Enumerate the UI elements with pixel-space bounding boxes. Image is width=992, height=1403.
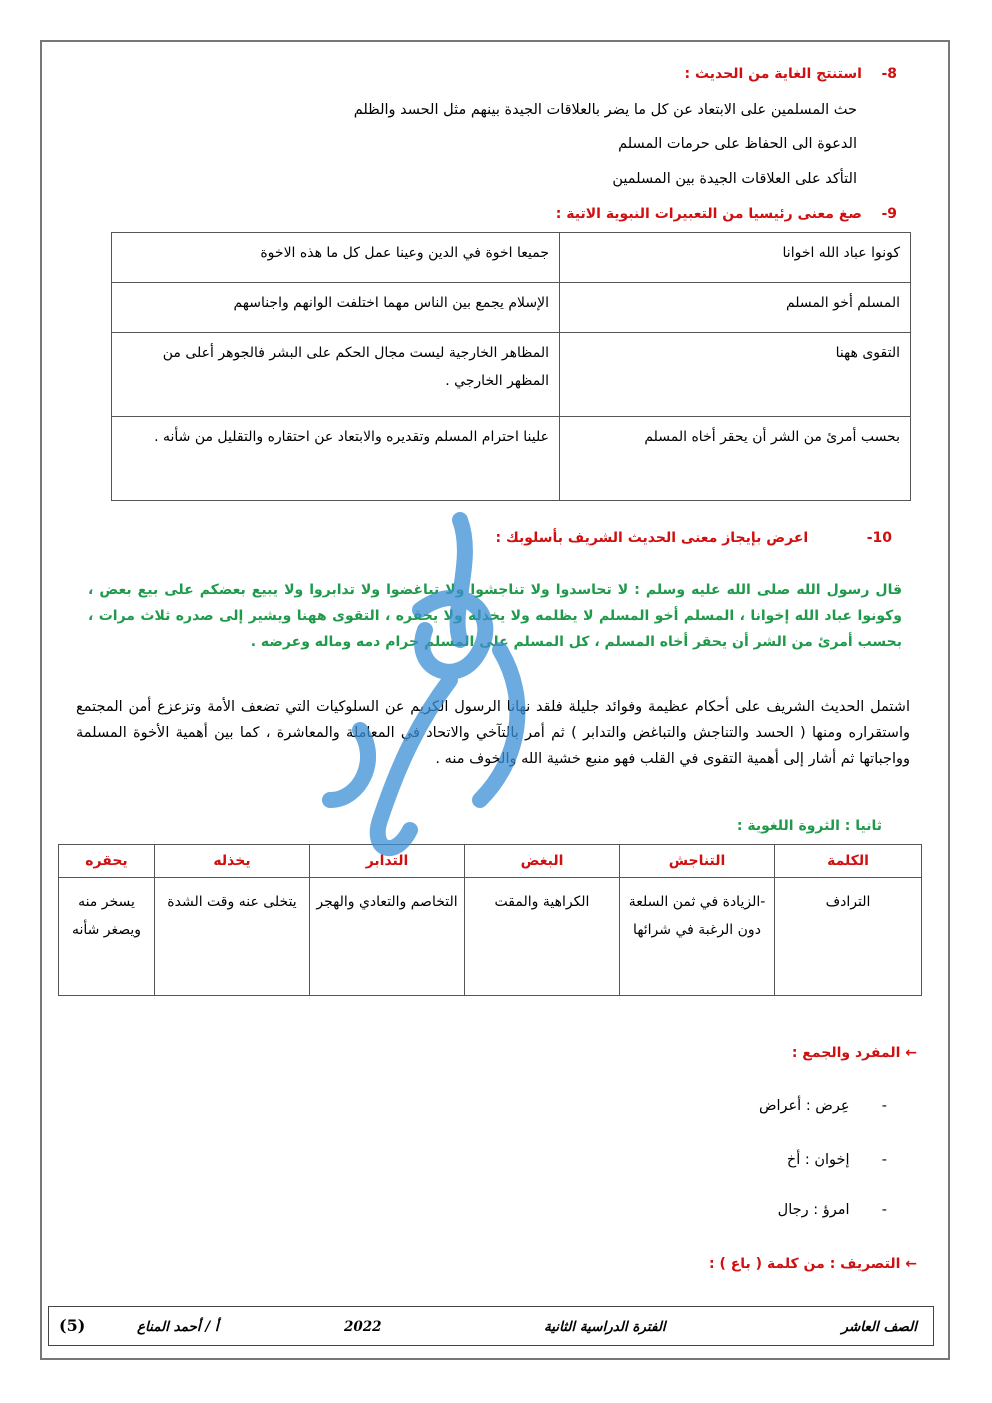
table-cell: الكراهية والمقت [465, 878, 620, 996]
table-cell: -الزيادة في ثمن السلعة دون الرغبة في شرائها [620, 878, 775, 996]
page-footer [48, 1306, 934, 1346]
header-cell: التدابر [310, 845, 465, 878]
meaning-cell: المظاهر الخارجية ليست مجال الحكم على البشر فالجوهر أعلى من المظهر الخارجي . [112, 333, 560, 417]
morphology-title: التصريف : من كلمة ( باع ) : [708, 1256, 901, 1272]
q9-number: 9- [881, 206, 897, 222]
singular-plural-heading [792, 1045, 917, 1061]
list-bullet: - [881, 1152, 887, 1168]
list-item [787, 1152, 887, 1168]
table-row [59, 878, 922, 996]
phrase-cell: التقوى ههنا [560, 333, 911, 417]
page-number: (5) [59, 1316, 86, 1335]
header-cell: التناجش [620, 845, 775, 878]
arrow-icon: ← [905, 1256, 917, 1272]
q10-heading [496, 530, 893, 546]
table-cell: الترادف [775, 878, 922, 996]
phrase-cell: كونوا عباد الله اخوانا [560, 233, 911, 283]
header-cell: يحقره [59, 845, 155, 878]
table-row [112, 283, 911, 333]
list-text: امرؤ : رجال [777, 1202, 850, 1218]
q8-line-3: التأكد على العلاقات الجيدة بين المسلمين [612, 171, 857, 187]
list-bullet: - [881, 1098, 887, 1114]
q9-title: صغ معنى رئيسيا من التعبيرات النبوية الاتية : [555, 206, 862, 222]
header-cell: البغض [465, 845, 620, 878]
q8-line-1: حث المسلمين على الابتعاد عن كل ما يضر بالعلاقات الجيدة بينهم مثل الحسد والظلم [353, 102, 857, 118]
list-item [759, 1098, 887, 1114]
table-header-row [59, 845, 922, 878]
meaning-cell: علينا احترام المسلم وتقديره والابتعاد عن احتقاره والتقليل من شأنه . [112, 417, 560, 501]
phrase-cell: بحسب أمرئ من الشر أن يحقر أخاه المسلم [560, 417, 911, 501]
hadith-text: قال رسول الله صلى الله عليه وسلم : لا تحاسدوا ولا تناجشوا ولا تباغضوا ولا تدابروا ولا يبيع بعضكم على بيع بعض ، وكونوا عباد الله إخوانا ، المسلم أخو المسلم لا يظلمه ولا يخذله ولا يحقره ، التقوى ههنا ويشير إلى صدره ثلاث مرات ، بحسب أمرئ من الشر أن يحقر أخاه المسلم ، كل المسلم على المسلم حرام دمه وماله وعرضه . [88, 582, 902, 650]
q9-heading [556, 206, 897, 222]
table-cell: يتخلى عنه وقت الشدة [155, 878, 310, 996]
arrow-icon: ← [905, 1045, 917, 1061]
footer-year: 2022 [344, 1319, 382, 1335]
table-row [112, 233, 911, 283]
expressions-table [111, 232, 911, 501]
table-cell: يسخر منه ويصغر شأنه [59, 878, 155, 996]
list-item [778, 1202, 887, 1218]
header-cell: يخذله [155, 845, 310, 878]
hadith-explanation: اشتمل الحديث الشريف على أحكام عظيمة وفوائد جليلة فلقد نهانا الرسول الكريم عن السلوكيات التي تضعف الأمة وتزعزع أمن المجتمع واستقراره ومنها ( الحسد والتناجش والتباغض والتدابر ) ثم أمر بالتآخي والاتحاد في المعاملة والمعاشرة ، كما بين أهمية الأخوة المسلمة وواجباتها ثم أشار إلى أهمية التقوى في القلب فهو منبع خشية الله والخوف منه . [76, 699, 910, 767]
meaning-cell: الإسلام يجمع بين الناس مهما اختلفت الوانهم واجناسهم [112, 283, 560, 333]
list-text: إخوان : أخ [786, 1152, 850, 1168]
table-row [112, 333, 911, 417]
list-bullet: - [881, 1202, 887, 1218]
table-cell: التخاصم والتعادي والهجر [310, 878, 465, 996]
phrase-cell: المسلم أخو المسلم [560, 283, 911, 333]
vocab-title: ثانيا : الثروة اللغوية : [736, 818, 882, 834]
list-text: عِرض : أعراض [758, 1098, 850, 1114]
q10-number: 10- [866, 530, 892, 546]
q8-title: استنتج الغاية من الحديث : [684, 66, 862, 82]
singular-plural-title: المفرد والجمع : [791, 1045, 901, 1061]
footer-grade: الصف العاشر [841, 1319, 917, 1335]
q10-title: اعرض بإيجاز معنى الحديث الشريف بأسلوبك : [495, 530, 809, 546]
header-cell: الكلمة [775, 845, 922, 878]
q8-line-2: الدعوة الى الحفاظ على حرمات المسلم [618, 136, 857, 152]
footer-teacher: أ / أحمد المناع [137, 1319, 219, 1335]
q8-heading [685, 66, 898, 82]
vocabulary-table [58, 844, 922, 996]
meaning-cell: جميعا اخوة في الدين وعينا عمل كل ما هذه الاخوة [112, 233, 560, 283]
morphology-heading [709, 1256, 917, 1272]
table-row [112, 417, 911, 501]
q8-number: 8- [881, 66, 897, 82]
footer-term: الفترة الدراسية الثانية [544, 1319, 666, 1335]
